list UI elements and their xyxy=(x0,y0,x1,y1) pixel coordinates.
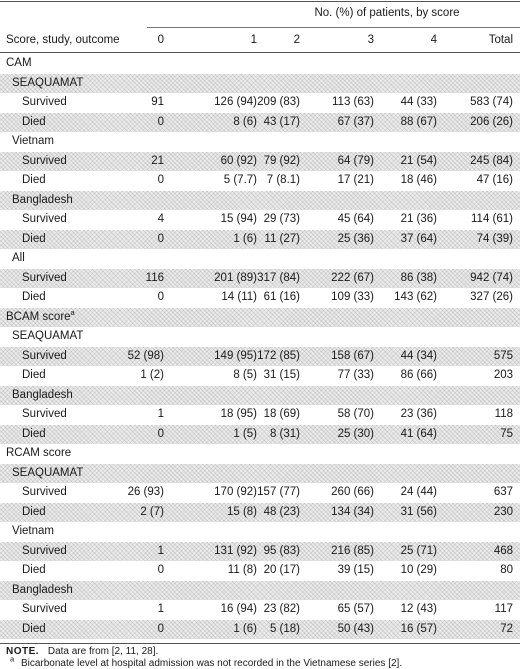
score-0-cell: 116 xyxy=(145,271,164,284)
row-label xyxy=(22,600,67,620)
table-row xyxy=(0,269,520,289)
table-row xyxy=(0,600,520,620)
score-0-cell: 0 xyxy=(157,115,164,128)
table-footnote xyxy=(10,654,403,669)
column-group-header: No. (%) of patients, by score xyxy=(314,7,460,19)
score-0-cell: 0 xyxy=(157,427,164,440)
total-cell: 206 (26) xyxy=(470,115,513,128)
note-text: Data are from [2, 11, 28]. xyxy=(47,646,159,657)
score-0-cell: 4 xyxy=(157,213,164,225)
row-label-text: Survived xyxy=(22,271,67,284)
score-4-cell: 21 (54) xyxy=(400,154,437,167)
score-4-cell: 86 (66) xyxy=(400,369,437,381)
row-label-text: Bangladesh xyxy=(12,193,73,206)
total-cell: 203 xyxy=(493,369,513,381)
total-cell: 230 xyxy=(493,505,513,518)
row-label xyxy=(22,405,67,425)
score-2-cell: 29 (73) xyxy=(263,213,300,225)
score-4-cell: 18 (46) xyxy=(400,174,437,186)
row-label xyxy=(22,425,46,445)
row-label-text: Survived xyxy=(22,486,67,498)
score-1-cell: 8 (6) xyxy=(233,115,257,128)
score-3-cell: 109 (33) xyxy=(331,291,374,303)
row-label-text: SEAQUAMAT xyxy=(12,330,84,342)
table-row xyxy=(0,425,520,445)
score-4-cell: 88 (67) xyxy=(400,115,437,128)
table-row xyxy=(0,503,520,523)
row-label-text: SEAQUAMAT xyxy=(12,466,84,479)
study-row xyxy=(0,191,520,211)
score-1-cell: 1 (6) xyxy=(233,232,257,245)
score-3-cell: 65 (57) xyxy=(337,603,374,615)
total-cell: 575 xyxy=(493,349,513,362)
table-row xyxy=(0,93,520,113)
score-1-cell: 14 (11) xyxy=(221,291,257,303)
score-3-cell: 67 (37) xyxy=(337,115,374,128)
footnote-marker: a xyxy=(70,307,75,317)
score-4-cell: 143 (62) xyxy=(394,291,437,303)
row-label xyxy=(22,347,67,367)
score-3-cell: 134 (34) xyxy=(331,505,374,518)
score-2-cell: 7 (8.1) xyxy=(266,174,300,186)
row-label-text: Survived xyxy=(22,213,67,225)
score-3-cell: 45 (64) xyxy=(337,213,374,225)
row-label xyxy=(22,366,46,386)
table-row xyxy=(0,483,520,503)
section-row xyxy=(0,308,520,328)
table-row xyxy=(0,561,520,581)
score-1-cell: 15 (94) xyxy=(220,213,257,225)
row-label xyxy=(22,210,67,230)
row-label-text: Died xyxy=(22,622,46,635)
row-label xyxy=(22,93,67,113)
score-1-cell: 15 (8) xyxy=(226,505,257,518)
study-row xyxy=(0,327,520,347)
row-label xyxy=(22,113,46,133)
score-2-cell: 157 (77) xyxy=(257,486,300,498)
row-label-text: Survived xyxy=(22,96,67,108)
score-4-cell: 41 (64) xyxy=(400,427,437,440)
score-3-cell: 64 (79) xyxy=(337,154,374,167)
table-row xyxy=(0,210,520,230)
total-cell: 114 (61) xyxy=(471,213,513,225)
study-row xyxy=(0,74,520,94)
score-3-cell: 25 (36) xyxy=(337,232,374,245)
row-label-text: Bangladesh xyxy=(12,388,73,401)
score-3-cell: 25 (30) xyxy=(337,427,374,440)
study-label xyxy=(12,522,54,542)
score-4-cell: 31 (56) xyxy=(400,505,437,518)
section-label xyxy=(6,308,75,328)
total-cell: 583 (74) xyxy=(470,96,513,108)
table-row xyxy=(0,113,520,133)
study-row xyxy=(0,522,520,542)
study-label xyxy=(12,327,83,347)
table-row xyxy=(0,347,520,367)
score-3-cell: 77 (33) xyxy=(337,369,374,381)
score-2-cell: 317 (84) xyxy=(257,271,300,284)
table-row xyxy=(0,542,520,562)
row-label xyxy=(22,542,67,562)
score-3-cell: 17 (21) xyxy=(337,174,374,186)
total-cell: 117 xyxy=(494,603,513,615)
score-0-cell: 1 (2) xyxy=(140,369,164,381)
row-label-text: CAM xyxy=(6,57,32,69)
score-0-cell: 91 xyxy=(151,96,164,108)
row-label xyxy=(22,483,67,503)
score-2-cell: 209 (83) xyxy=(257,96,300,108)
score-4-cell: 44 (34) xyxy=(400,349,437,362)
table-row xyxy=(0,366,520,386)
table-row xyxy=(0,171,520,191)
score-2-cell: 20 (17) xyxy=(263,564,300,576)
row-label-text: Died xyxy=(22,505,46,518)
score-0-cell: 0 xyxy=(157,564,164,576)
score-1-cell: 11 (8) xyxy=(227,564,257,576)
score-1-cell: 8 (5) xyxy=(233,369,257,381)
score-4-cell: 16 (57) xyxy=(400,622,437,635)
row-label-text: Vietnam xyxy=(12,525,54,537)
study-label xyxy=(12,74,83,94)
row-label-text: Died xyxy=(22,369,46,381)
score-2-cell: 61 (16) xyxy=(263,291,300,303)
col-header-2: 2 xyxy=(293,34,300,46)
section-row xyxy=(0,54,520,74)
top-rule xyxy=(0,1,520,2)
total-cell: 637 xyxy=(493,486,513,498)
table-note xyxy=(6,646,158,657)
header-rule xyxy=(0,52,520,53)
score-3-cell: 58 (70) xyxy=(337,408,374,420)
stub-header: Score, study, outcome xyxy=(6,34,120,46)
total-cell: 118 xyxy=(494,408,513,420)
score-0-cell: 2 (7) xyxy=(140,505,164,518)
score-2-cell: 5 (18) xyxy=(269,622,300,635)
score-2-cell: 95 (83) xyxy=(263,544,300,557)
col-header-1: 1 xyxy=(250,34,257,46)
score-4-cell: 44 (33) xyxy=(400,96,437,108)
study-row xyxy=(0,386,520,406)
score-1-cell: 170 (92) xyxy=(214,486,257,498)
col-header-0: 0 xyxy=(157,34,164,46)
score-3-cell: 50 (43) xyxy=(337,622,374,635)
total-cell: 942 (74) xyxy=(470,271,513,284)
col-header-total: Total xyxy=(488,34,513,46)
score-3-cell: 113 (63) xyxy=(332,96,374,108)
row-label-text: Vietnam xyxy=(12,135,54,147)
score-4-cell: 12 (43) xyxy=(400,603,437,615)
total-cell: 327 (26) xyxy=(470,291,513,303)
score-2-cell: 11 (27) xyxy=(264,232,300,245)
score-2-cell: 23 (82) xyxy=(263,603,300,615)
row-label xyxy=(22,171,46,191)
table-row xyxy=(0,405,520,425)
footnote-mark: a xyxy=(10,654,15,664)
total-cell: 72 xyxy=(500,622,513,635)
score-1-cell: 131 (92) xyxy=(214,544,257,557)
score-2-cell: 48 (23) xyxy=(263,505,300,518)
row-label-text: Survived xyxy=(22,603,67,615)
score-1-cell: 126 (94) xyxy=(214,96,257,108)
study-label xyxy=(12,132,54,152)
row-label-text: RCAM score xyxy=(6,447,72,459)
row-label-text: Died xyxy=(22,232,46,245)
table-row xyxy=(0,152,520,172)
score-4-cell: 24 (44) xyxy=(400,486,437,498)
score-3-cell: 158 (67) xyxy=(331,349,374,362)
score-2-cell: 8 (31) xyxy=(269,427,300,440)
score-2-cell: 31 (15) xyxy=(263,369,300,381)
row-label xyxy=(22,288,46,308)
row-label-text: Survived xyxy=(22,154,67,167)
row-label-text: SEAQUAMAT xyxy=(12,76,84,89)
score-3-cell: 39 (15) xyxy=(337,564,374,576)
study-label xyxy=(12,581,73,601)
row-label-text: Survived xyxy=(22,349,67,362)
score-3-cell: 222 (67) xyxy=(331,271,374,284)
note-label: NOTE. xyxy=(6,646,40,657)
table-row xyxy=(0,230,520,250)
col-header-3: 3 xyxy=(367,34,374,46)
col-header-4: 4 xyxy=(430,34,437,46)
row-label-text: Survived xyxy=(22,544,67,557)
row-label-text: Died xyxy=(22,115,46,128)
row-label xyxy=(22,503,46,523)
row-label xyxy=(22,269,67,289)
study-label xyxy=(12,464,83,484)
study-label xyxy=(12,191,73,211)
score-2-cell: 172 (85) xyxy=(257,349,300,362)
study-label xyxy=(12,249,25,269)
study-label xyxy=(12,386,73,406)
score-3-cell: 260 (66) xyxy=(331,486,374,498)
score-1-cell: 1 (5) xyxy=(233,427,257,440)
row-label xyxy=(22,561,46,581)
row-label-text: Survived xyxy=(22,408,67,420)
score-1-cell: 5 (7.7) xyxy=(223,174,257,186)
study-row xyxy=(0,581,520,601)
score-0-cell: 0 xyxy=(157,291,164,303)
total-cell: 80 xyxy=(500,564,513,576)
score-4-cell: 10 (29) xyxy=(400,564,437,576)
footnote-text: Bicarbonate level at hospital admission was not recorded in the Vietnamese series [2]. xyxy=(20,658,403,669)
total-cell: 75 xyxy=(500,427,513,440)
score-1-cell: 16 (94) xyxy=(220,603,257,615)
score-2-cell: 18 (69) xyxy=(263,408,300,420)
score-2-cell: 43 (17) xyxy=(263,115,300,128)
score-4-cell: 86 (38) xyxy=(400,271,437,284)
score-1-cell: 60 (92) xyxy=(220,154,257,167)
row-label-text: Bangladesh xyxy=(12,583,73,596)
score-1-cell: 201 (89) xyxy=(214,271,257,284)
row-label-text: Died xyxy=(22,174,46,186)
total-cell: 468 xyxy=(493,544,513,557)
score-2-cell: 79 (92) xyxy=(263,154,300,167)
total-cell: 245 (84) xyxy=(470,154,513,167)
row-label xyxy=(22,620,46,640)
row-label-text: Died xyxy=(22,291,46,303)
score-0-cell: 1 xyxy=(157,603,164,615)
total-cell: 47 (16) xyxy=(476,174,513,186)
study-row xyxy=(0,132,520,152)
score-0-cell: 0 xyxy=(157,174,164,186)
study-row xyxy=(0,464,520,484)
study-row xyxy=(0,249,520,269)
score-0-cell: 21 xyxy=(151,154,164,167)
score-4-cell: 25 (71) xyxy=(400,544,437,557)
row-label-text: Died xyxy=(22,564,46,576)
score-0-cell: 1 xyxy=(157,544,164,557)
section-row xyxy=(0,444,520,464)
score-1-cell: 1 (6) xyxy=(233,622,257,635)
score-1-cell: 18 (95) xyxy=(220,408,257,420)
table-row xyxy=(0,620,520,640)
score-0-cell: 0 xyxy=(157,232,164,245)
score-4-cell: 23 (36) xyxy=(400,408,437,420)
table-row xyxy=(0,288,520,308)
score-3-cell: 216 (85) xyxy=(331,544,374,557)
row-label xyxy=(22,152,67,172)
score-4-cell: 21 (36) xyxy=(400,213,437,225)
group-underline xyxy=(147,27,520,28)
section-label xyxy=(6,54,32,74)
row-label xyxy=(22,230,46,250)
total-cell: 74 (39) xyxy=(476,232,513,245)
score-1-cell: 149 (95) xyxy=(214,349,257,362)
row-label-text: Died xyxy=(22,427,46,440)
section-label xyxy=(6,444,71,464)
score-0-cell: 1 xyxy=(157,408,164,420)
score-0-cell: 0 xyxy=(157,622,164,635)
score-4-cell: 37 (64) xyxy=(400,232,437,245)
score-0-cell: 52 (98) xyxy=(127,349,164,362)
score-0-cell: 26 (93) xyxy=(127,486,164,498)
bottom-rule xyxy=(0,643,520,644)
row-label-text: BCAM score xyxy=(6,310,71,323)
row-label-text: All xyxy=(12,252,25,264)
